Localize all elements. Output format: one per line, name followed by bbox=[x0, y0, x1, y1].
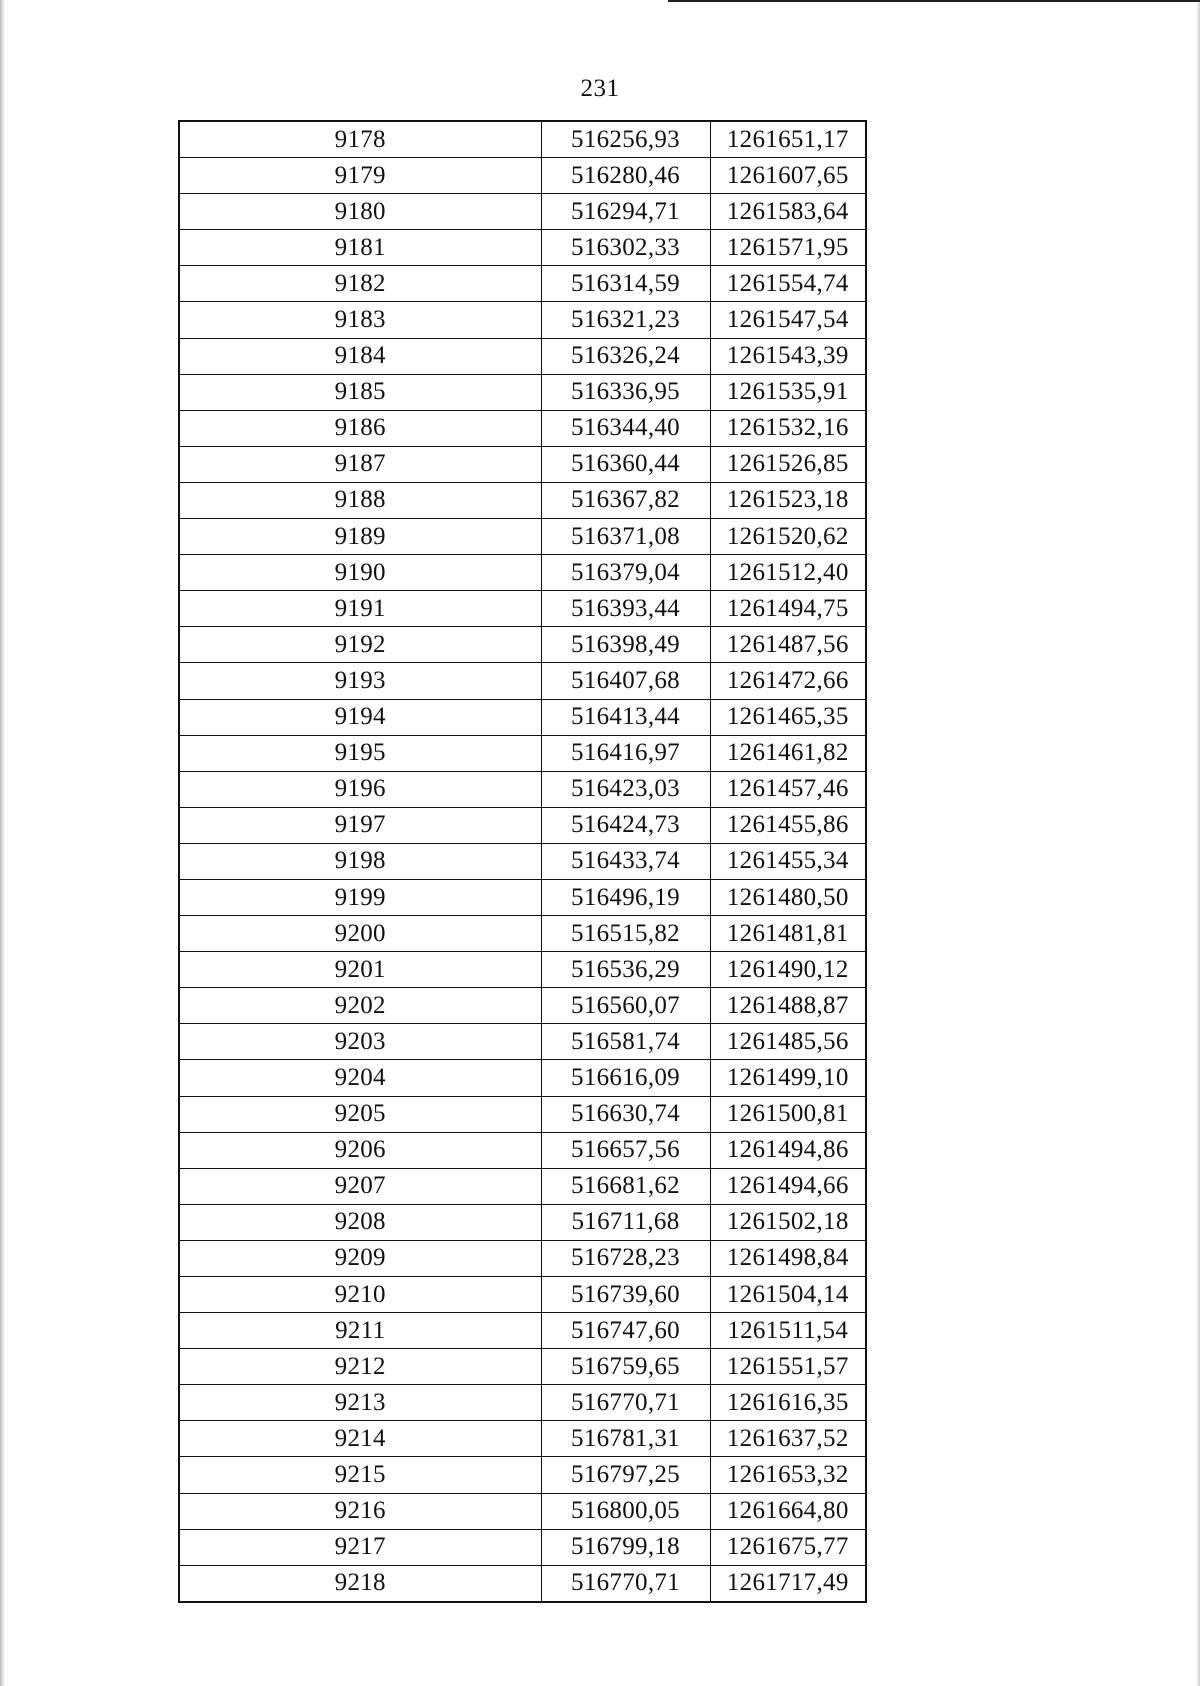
point-number-cell: 9200 bbox=[179, 916, 541, 952]
table-row bbox=[179, 988, 866, 1024]
x-coordinate-cell: 516581,74 bbox=[541, 1024, 710, 1060]
y-coordinate-cell: 1261481,81 bbox=[710, 916, 866, 952]
point-number-cell: 9184 bbox=[179, 338, 541, 374]
table-row bbox=[179, 1493, 866, 1529]
x-coordinate-cell: 516770,71 bbox=[541, 1565, 710, 1602]
table-row bbox=[179, 843, 866, 879]
point-number-cell: 9179 bbox=[179, 158, 541, 194]
y-coordinate-cell: 1261500,81 bbox=[710, 1096, 866, 1132]
point-number-cell: 9192 bbox=[179, 627, 541, 663]
point-number-cell: 9208 bbox=[179, 1204, 541, 1240]
y-coordinate-cell: 1261480,50 bbox=[710, 879, 866, 915]
table-row bbox=[179, 194, 866, 230]
point-number-cell: 9202 bbox=[179, 988, 541, 1024]
y-coordinate-cell: 1261532,16 bbox=[710, 410, 866, 446]
point-number-cell: 9213 bbox=[179, 1385, 541, 1421]
y-coordinate-cell: 1261472,66 bbox=[710, 663, 866, 699]
y-coordinate-cell: 1261607,65 bbox=[710, 158, 866, 194]
x-coordinate-cell: 516433,74 bbox=[541, 843, 710, 879]
x-coordinate-cell: 516256,93 bbox=[541, 121, 710, 158]
y-coordinate-cell: 1261465,35 bbox=[710, 699, 866, 735]
point-number-cell: 9209 bbox=[179, 1240, 541, 1276]
y-coordinate-cell: 1261637,52 bbox=[710, 1421, 866, 1457]
table-row bbox=[179, 482, 866, 518]
y-coordinate-cell: 1261494,86 bbox=[710, 1132, 866, 1168]
point-number-cell: 9191 bbox=[179, 591, 541, 627]
y-coordinate-cell: 1261523,18 bbox=[710, 482, 866, 518]
table-row bbox=[179, 663, 866, 699]
point-number-cell: 9190 bbox=[179, 555, 541, 591]
scan-left-edge bbox=[0, 0, 5, 1686]
x-coordinate-cell: 516302,33 bbox=[541, 230, 710, 266]
y-coordinate-cell: 1261502,18 bbox=[710, 1204, 866, 1240]
x-coordinate-cell: 516560,07 bbox=[541, 988, 710, 1024]
x-coordinate-cell: 516759,65 bbox=[541, 1349, 710, 1385]
table-row bbox=[179, 1457, 866, 1493]
table-row bbox=[179, 1565, 866, 1602]
x-coordinate-cell: 516797,25 bbox=[541, 1457, 710, 1493]
table-row bbox=[179, 1024, 866, 1060]
point-number-cell: 9199 bbox=[179, 879, 541, 915]
x-coordinate-cell: 516657,56 bbox=[541, 1132, 710, 1168]
y-coordinate-cell: 1261504,14 bbox=[710, 1277, 866, 1313]
x-coordinate-cell: 516536,29 bbox=[541, 952, 710, 988]
point-number-cell: 9196 bbox=[179, 771, 541, 807]
y-coordinate-cell: 1261499,10 bbox=[710, 1060, 866, 1096]
scan-right-edge bbox=[1196, 0, 1200, 1686]
table-row bbox=[179, 1204, 866, 1240]
y-coordinate-cell: 1261551,57 bbox=[710, 1349, 866, 1385]
table-row bbox=[179, 1060, 866, 1096]
point-number-cell: 9218 bbox=[179, 1565, 541, 1602]
y-coordinate-cell: 1261675,77 bbox=[710, 1529, 866, 1565]
point-number-cell: 9193 bbox=[179, 663, 541, 699]
table-row bbox=[179, 374, 866, 410]
point-number-cell: 9197 bbox=[179, 807, 541, 843]
x-coordinate-cell: 516413,44 bbox=[541, 699, 710, 735]
table-row bbox=[179, 1132, 866, 1168]
table-row bbox=[179, 1421, 866, 1457]
point-number-cell: 9205 bbox=[179, 1096, 541, 1132]
y-coordinate-cell: 1261457,46 bbox=[710, 771, 866, 807]
y-coordinate-cell: 1261526,85 bbox=[710, 446, 866, 482]
table-row bbox=[179, 446, 866, 482]
table-row bbox=[179, 302, 866, 338]
point-number-cell: 9195 bbox=[179, 735, 541, 771]
y-coordinate-cell: 1261498,84 bbox=[710, 1240, 866, 1276]
table-row bbox=[179, 807, 866, 843]
point-number-cell: 9198 bbox=[179, 843, 541, 879]
top-rule-line bbox=[668, 0, 1200, 2]
y-coordinate-cell: 1261512,40 bbox=[710, 555, 866, 591]
point-number-cell: 9180 bbox=[179, 194, 541, 230]
y-coordinate-cell: 1261653,32 bbox=[710, 1457, 866, 1493]
page-number: 231 bbox=[580, 75, 620, 102]
point-number-cell: 9217 bbox=[179, 1529, 541, 1565]
table-row bbox=[179, 1349, 866, 1385]
x-coordinate-cell: 516799,18 bbox=[541, 1529, 710, 1565]
y-coordinate-cell: 1261664,80 bbox=[710, 1493, 866, 1529]
x-coordinate-cell: 516280,46 bbox=[541, 158, 710, 194]
table-row bbox=[179, 410, 866, 446]
table-row bbox=[179, 916, 866, 952]
x-coordinate-cell: 516681,62 bbox=[541, 1168, 710, 1204]
point-number-cell: 9194 bbox=[179, 699, 541, 735]
point-number-cell: 9212 bbox=[179, 1349, 541, 1385]
table-row bbox=[179, 338, 866, 374]
table-row bbox=[179, 1529, 866, 1565]
x-coordinate-cell: 516781,31 bbox=[541, 1421, 710, 1457]
x-coordinate-cell: 516800,05 bbox=[541, 1493, 710, 1529]
table-row bbox=[179, 771, 866, 807]
point-number-cell: 9204 bbox=[179, 1060, 541, 1096]
point-number-cell: 9210 bbox=[179, 1277, 541, 1313]
x-coordinate-cell: 516344,40 bbox=[541, 410, 710, 446]
table-row bbox=[179, 591, 866, 627]
y-coordinate-cell: 1261485,56 bbox=[710, 1024, 866, 1060]
x-coordinate-cell: 516515,82 bbox=[541, 916, 710, 952]
table-row bbox=[179, 555, 866, 591]
x-coordinate-cell: 516336,95 bbox=[541, 374, 710, 410]
x-coordinate-cell: 516770,71 bbox=[541, 1385, 710, 1421]
x-coordinate-cell: 516379,04 bbox=[541, 555, 710, 591]
y-coordinate-cell: 1261535,91 bbox=[710, 374, 866, 410]
table-row bbox=[179, 1313, 866, 1349]
y-coordinate-cell: 1261554,74 bbox=[710, 266, 866, 302]
y-coordinate-cell: 1261520,62 bbox=[710, 519, 866, 555]
table-row bbox=[179, 121, 866, 158]
y-coordinate-cell: 1261488,87 bbox=[710, 988, 866, 1024]
x-coordinate-cell: 516294,71 bbox=[541, 194, 710, 230]
x-coordinate-cell: 516371,08 bbox=[541, 519, 710, 555]
y-coordinate-cell: 1261543,39 bbox=[710, 338, 866, 374]
x-coordinate-cell: 516711,68 bbox=[541, 1204, 710, 1240]
point-number-cell: 9183 bbox=[179, 302, 541, 338]
y-coordinate-cell: 1261511,54 bbox=[710, 1313, 866, 1349]
table-row bbox=[179, 230, 866, 266]
y-coordinate-cell: 1261583,64 bbox=[710, 194, 866, 230]
x-coordinate-cell: 516367,82 bbox=[541, 482, 710, 518]
x-coordinate-cell: 516496,19 bbox=[541, 879, 710, 915]
x-coordinate-cell: 516321,23 bbox=[541, 302, 710, 338]
table-row bbox=[179, 627, 866, 663]
point-number-cell: 9201 bbox=[179, 952, 541, 988]
y-coordinate-cell: 1261455,34 bbox=[710, 843, 866, 879]
y-coordinate-cell: 1261455,86 bbox=[710, 807, 866, 843]
table-row bbox=[179, 1277, 866, 1313]
y-coordinate-cell: 1261494,75 bbox=[710, 591, 866, 627]
table-row bbox=[179, 158, 866, 194]
point-number-cell: 9188 bbox=[179, 482, 541, 518]
x-coordinate-cell: 516423,03 bbox=[541, 771, 710, 807]
y-coordinate-cell: 1261616,35 bbox=[710, 1385, 866, 1421]
point-number-cell: 9187 bbox=[179, 446, 541, 482]
table-row bbox=[179, 266, 866, 302]
point-number-cell: 9215 bbox=[179, 1457, 541, 1493]
table-row bbox=[179, 1385, 866, 1421]
point-number-cell: 9206 bbox=[179, 1132, 541, 1168]
point-number-cell: 9207 bbox=[179, 1168, 541, 1204]
coordinate-table bbox=[178, 120, 867, 1603]
y-coordinate-cell: 1261487,56 bbox=[710, 627, 866, 663]
coordinate-table-body bbox=[179, 121, 866, 1602]
x-coordinate-cell: 516398,49 bbox=[541, 627, 710, 663]
point-number-cell: 9182 bbox=[179, 266, 541, 302]
x-coordinate-cell: 516630,74 bbox=[541, 1096, 710, 1132]
point-number-cell: 9203 bbox=[179, 1024, 541, 1060]
point-number-cell: 9185 bbox=[179, 374, 541, 410]
table-row bbox=[179, 1096, 866, 1132]
x-coordinate-cell: 516360,44 bbox=[541, 446, 710, 482]
y-coordinate-cell: 1261651,17 bbox=[710, 121, 866, 158]
table-row bbox=[179, 1168, 866, 1204]
y-coordinate-cell: 1261494,66 bbox=[710, 1168, 866, 1204]
x-coordinate-cell: 516407,68 bbox=[541, 663, 710, 699]
point-number-cell: 9214 bbox=[179, 1421, 541, 1457]
x-coordinate-cell: 516739,60 bbox=[541, 1277, 710, 1313]
x-coordinate-cell: 516416,97 bbox=[541, 735, 710, 771]
x-coordinate-cell: 516424,73 bbox=[541, 807, 710, 843]
point-number-cell: 9178 bbox=[179, 121, 541, 158]
y-coordinate-cell: 1261717,49 bbox=[710, 1565, 866, 1602]
table-row bbox=[179, 1240, 866, 1276]
y-coordinate-cell: 1261490,12 bbox=[710, 952, 866, 988]
table-row bbox=[179, 879, 866, 915]
point-number-cell: 9216 bbox=[179, 1493, 541, 1529]
point-number-cell: 9186 bbox=[179, 410, 541, 446]
x-coordinate-cell: 516747,60 bbox=[541, 1313, 710, 1349]
y-coordinate-cell: 1261547,54 bbox=[710, 302, 866, 338]
point-number-cell: 9211 bbox=[179, 1313, 541, 1349]
x-coordinate-cell: 516616,09 bbox=[541, 1060, 710, 1096]
point-number-cell: 9189 bbox=[179, 519, 541, 555]
table-row bbox=[179, 735, 866, 771]
x-coordinate-cell: 516314,59 bbox=[541, 266, 710, 302]
x-coordinate-cell: 516326,24 bbox=[541, 338, 710, 374]
x-coordinate-cell: 516728,23 bbox=[541, 1240, 710, 1276]
x-coordinate-cell: 516393,44 bbox=[541, 591, 710, 627]
table-row bbox=[179, 519, 866, 555]
table-row bbox=[179, 699, 866, 735]
y-coordinate-cell: 1261461,82 bbox=[710, 735, 866, 771]
point-number-cell: 9181 bbox=[179, 230, 541, 266]
table-row bbox=[179, 952, 866, 988]
y-coordinate-cell: 1261571,95 bbox=[710, 230, 866, 266]
